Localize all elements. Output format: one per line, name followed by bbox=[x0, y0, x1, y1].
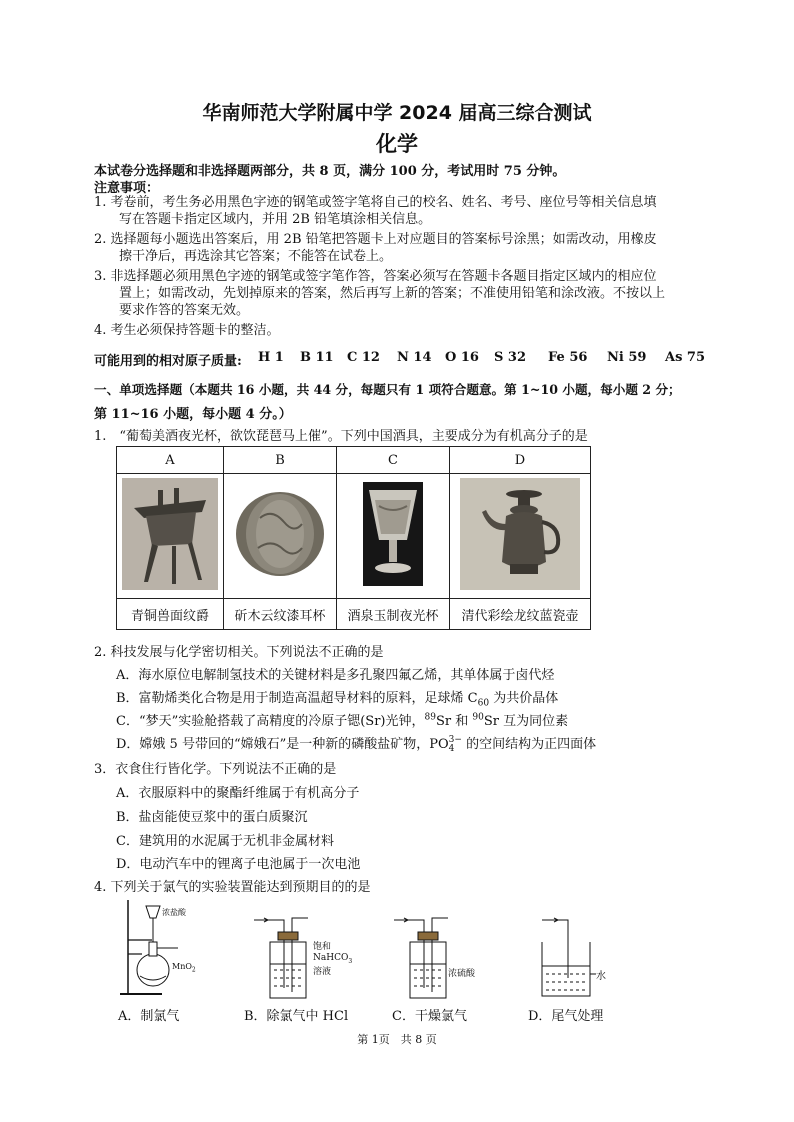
apparatus-d-diagram bbox=[530, 908, 600, 1000]
water-label: 水 bbox=[596, 971, 606, 982]
nahco3-solution-label bbox=[313, 942, 352, 978]
note-item bbox=[94, 194, 657, 211]
option-text: 为共价晶体 bbox=[489, 691, 559, 706]
note-text: 考生必须保持答题卡的整洁。 bbox=[110, 323, 280, 338]
note-text-cont: 置上；如需改动，先划掉原来的答案，然后再写上新的答案；不准使用铅笔和涂改液。不按以上 bbox=[119, 286, 666, 301]
jade-cup-image bbox=[345, 478, 441, 590]
question-4-option-a: A．制氯气 bbox=[118, 1009, 180, 1024]
question-3-stem: 3．衣食住行皆化学。下列说法不正确的是 bbox=[94, 762, 337, 777]
option-header-b: B bbox=[224, 447, 337, 474]
question-4-option-c: C．干燥氯气 bbox=[392, 1009, 467, 1024]
note-text: 选择题每小题选出答案后，用 2B 铅笔把答题卡上对应题目的答案标号涂黑；如需改动，用橡皮 bbox=[110, 232, 657, 247]
question-2-stem: 2. 科技发展与化学密切相关。下列说法不正确的是 bbox=[94, 645, 384, 660]
section-heading-cont: 第 11~16 小题，每小题 4 分。） bbox=[94, 407, 292, 422]
option-text: Sr 互为同位素 bbox=[483, 714, 569, 729]
mno2-label bbox=[172, 962, 196, 974]
note-number: 1. bbox=[94, 195, 107, 210]
label-text bbox=[313, 953, 352, 967]
superscript: 90 bbox=[472, 712, 484, 723]
option-header-c: C bbox=[337, 447, 450, 474]
question-4-option-b: B．除氯气中 HCl bbox=[244, 1009, 349, 1024]
page-footer: 第 1页 共 8 页 bbox=[357, 1033, 437, 1046]
option-header-a: A bbox=[117, 447, 224, 474]
atomic-mass-ni: Ni 59 bbox=[607, 350, 647, 365]
subject-title: 化学 bbox=[376, 132, 418, 156]
atomic-mass-b: B 11 bbox=[300, 350, 334, 365]
note-number: 2. bbox=[94, 232, 107, 247]
note-text-cont: 写在答题卡指定区域内，并用 2B 铅笔填涂相关信息。 bbox=[119, 212, 432, 227]
note-item bbox=[94, 268, 657, 285]
atomic-mass-o: O 16 bbox=[445, 350, 479, 365]
note-number: 4. bbox=[94, 323, 107, 338]
label-text: NaHCO bbox=[313, 953, 349, 963]
apparatus-c-diagram bbox=[392, 908, 452, 1000]
option-text: Sr 和 bbox=[435, 714, 473, 729]
note-number: 3. bbox=[94, 269, 107, 284]
note-text-cont: 要求作答的答案无效。 bbox=[119, 303, 250, 318]
question-3-option-b: B．盐卤能使豆浆中的蛋白质聚沉 bbox=[116, 810, 308, 825]
option-caption-d: 清代彩绘龙纹蓝瓷壶 bbox=[450, 599, 591, 630]
option-text: 的空间结构为正四面体 bbox=[461, 737, 597, 752]
note-text: 考卷前，考生务必用黑色字迹的钢笔或签字笔将自己的校名、姓名、考号、座位号等相关信息填 bbox=[110, 195, 657, 210]
atomic-mass-as: As 75 bbox=[665, 350, 706, 365]
note-item bbox=[94, 231, 657, 248]
subscript: 3 bbox=[348, 957, 353, 965]
question-3-option-a: A．衣服原料中的聚酯纤维属于有机高分子 bbox=[116, 786, 360, 801]
question-3-option-c: C．建筑用的水泥属于无机非金属材料 bbox=[116, 834, 334, 849]
option-caption-c: 酒泉玉制夜光杯 bbox=[337, 599, 450, 630]
notes-heading: 注意事项： bbox=[94, 181, 160, 196]
question-2-option-d bbox=[116, 733, 596, 754]
conc-h2so4-label: 浓硫酸 bbox=[448, 969, 476, 979]
subscript: 60 bbox=[477, 698, 490, 709]
atomic-mass-label: 可能用到的相对原子质量: bbox=[94, 354, 242, 369]
option-image-b bbox=[224, 474, 337, 599]
label-text: MnO bbox=[172, 962, 192, 971]
note-text: 非选择题必须用黑色字迹的钢笔或签字笔作答，答案必须写在答题卡各题目指定区域内的相应位 bbox=[110, 269, 657, 284]
atomic-mass-n: N 14 bbox=[397, 350, 432, 365]
option-text: C．“梦天”实验舱搭载了高精度的冷原子锶(Sr)光钟， bbox=[116, 714, 425, 729]
superscript: 89 bbox=[424, 712, 436, 723]
question-2-option-b bbox=[116, 687, 558, 709]
question-1-stem: 1. “葡萄美酒夜光杯，欲饮琵琶马上催”。下列中国酒具，主要成分为有机高分子的是 bbox=[94, 429, 588, 444]
superscript: 3− bbox=[448, 734, 462, 745]
option-image-d bbox=[450, 474, 591, 599]
question-4-option-d: D．尾气处理 bbox=[528, 1009, 604, 1024]
atomic-mass-c: C 12 bbox=[347, 350, 380, 365]
option-header-d: D bbox=[450, 447, 591, 474]
apparatus-a-diagram bbox=[118, 896, 198, 1000]
option-text: D．嫦娥 5 号带回的“嫦娥石”是一种新的磷酸盐矿物，PO bbox=[116, 737, 449, 752]
question-1-options-table bbox=[116, 446, 591, 630]
bronze-jue-image bbox=[122, 478, 218, 590]
atomic-mass-s: S 32 bbox=[494, 350, 527, 365]
question-4-stem: 4. 下列关于氯气的实验装置能达到预期目的的是 bbox=[94, 880, 371, 895]
label-text: 饱和 bbox=[313, 942, 332, 952]
lacquer-cup-image bbox=[232, 478, 328, 590]
option-caption-a: 青铜兽面纹爵 bbox=[117, 599, 224, 630]
note-item bbox=[94, 322, 280, 339]
section-heading: 一、单项选择题（本题共 16 小题，共 44 分，每题只有 1 项符合题意。第 1~10 小题，每小题 2 分； bbox=[94, 382, 681, 397]
option-caption-b: 斫木云纹漆耳杯 bbox=[224, 599, 337, 630]
apparatus-b-diagram bbox=[252, 908, 312, 1000]
question-3-option-d: D．电动汽车中的锂离子电池属于一次电池 bbox=[116, 857, 361, 872]
subscript: 2 bbox=[191, 966, 196, 974]
question-2-option-a: A．海水原位电解制氢技术的关键材料是多孔聚四氟乙烯，其单体属于卤代烃 bbox=[116, 668, 555, 683]
atomic-mass-h: H 1 bbox=[258, 350, 284, 365]
option-text: B．富勒烯类化合物是用于制造高温超导材料的原料，足球烯 C bbox=[116, 691, 478, 706]
conc-hcl-label: 浓盐酸 bbox=[162, 908, 186, 917]
question-2-option-c bbox=[116, 710, 568, 729]
exam-intro: 本试卷分选择题和非选择题两部分，共 8 页，满分 100 分，考试用时 75 分钟。 bbox=[94, 164, 566, 179]
option-image-c bbox=[337, 474, 450, 599]
option-image-a bbox=[117, 474, 224, 599]
label-text: 溶液 bbox=[313, 966, 332, 977]
note-text-cont: 擦干净后，再选涂其它答案；不能答在试卷上。 bbox=[119, 249, 393, 264]
subscript: 4 bbox=[448, 743, 455, 754]
atomic-mass-fe: Fe 56 bbox=[548, 350, 588, 365]
porcelain-pot-image bbox=[460, 478, 580, 590]
exam-title: 华南师范大学附属中学 2024 届高三综合测试 bbox=[202, 102, 592, 124]
